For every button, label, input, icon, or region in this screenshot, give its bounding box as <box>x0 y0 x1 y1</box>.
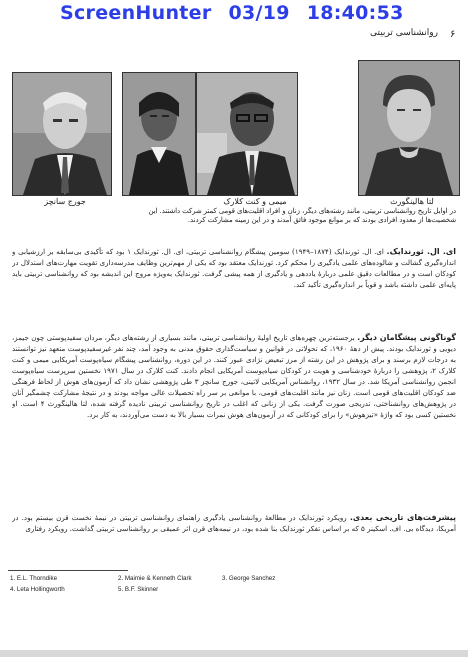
screenhunter-watermark <box>60 2 404 30</box>
footnote-4: 4. Leta Hollingworth <box>10 586 65 593</box>
watermark-date: 03/19 <box>228 2 290 24</box>
photo-kenneth-clark <box>196 72 298 196</box>
photo-george-sanchez <box>12 72 112 196</box>
photo-caption-clark: میمی و کنت کلارک <box>223 197 287 206</box>
section-heading: ای. ال. ثورندایک. <box>386 247 456 256</box>
photo-leta-hollingworth <box>358 60 460 196</box>
photo-caption-hollingworth: لتا هالینگورث <box>390 197 434 206</box>
watermark-app-name: ScreenHunter <box>60 2 212 24</box>
photo-caption-sanchez: جورج سانچز <box>44 197 86 206</box>
section-thorndike <box>12 246 456 328</box>
watermark-time: 18:40:53 <box>306 2 404 24</box>
footnote-3: 3. George Sanchez <box>222 575 276 582</box>
section-heading: پیشرفت‌های تاریخی بعدی. <box>349 513 456 522</box>
section-later-developments <box>12 512 456 556</box>
section-diversity <box>12 332 456 508</box>
section-heading: گوناگونی پیشگامان دیگر. <box>357 333 456 342</box>
footnote-1: 1. E.L. Thorndike <box>10 575 58 582</box>
scan-bottom-edge <box>0 650 468 657</box>
page-number: ۶ <box>450 29 456 40</box>
photo-mamie-clark <box>122 72 196 196</box>
footnote-5: 5. B.F. Skinner <box>118 586 159 593</box>
section-body: ای. ال. ثورندایک (۱۸۷۴–۱۹۴۹) سومین پیشگام روانشناسی تربیتی، ای. ال. ثورندایک ۱ بود که تأکیدی بی‌سابقه بر ارزشیابی و اندازه‌گیری گشالت و شالوده‌های علمی یادگیری را محکم کرد. ثورندایک معتقد بود که یکی از مهم‌ترین وظایف مدرسه‌داری تقویت مهارت‌های استدلال در کودکان است و در مطالعات دقیق علمی دربارهٔ یاددهی و یادگیری از همه پیشی گرفت. ثورندایک به‌ویژه مروج این اندیشه بود که روانشناسی تربیتی باید پایه‌ای علمی داشته باشد و قویاً بر اندازه‌گیری تأکید کند. <box>12 247 456 289</box>
running-head: روانشناسی تربیتی <box>370 28 438 38</box>
photo-caption-text: در اوایل تاریخ روانشناسی تربیتی، مانند رشته‌های دیگر، زنان و افراد اقلیت‌های قومی کمتر شرکت داشتند. این شخصیت‌ها از معدود افرادی بودند که بر موانع موجود فائق آمدند و در این زمینه مشارکت کردند. <box>148 207 456 224</box>
section-body: رویکرد ثورندایک در مطالعهٔ روانشناسی یادگیری راهنمای روانشناسی تربیتی در نیمهٔ نخست قرن بیستم بود. در آمریکا، دیدگاه بی. اف. اسکینر ۵ که بر اساس تفکر ثورندایک بنا شده بود، در نیمه‌های قرن اثر عمیقی بر روانشناسی تربیتی گذاشت. رویکرد رفتاری <box>12 513 456 533</box>
section-body: برجسته‌ترین چهره‌های تاریخ اولیهٔ روانشناسی تربیتی، مانند بسیاری از رشته‌های دیگر، مردان سفیدپوستی چون جیمز، دیویی و ثورندایک بودند. پیش از دههٔ ۱۹۶۰، که تحولاتی در قوانین و سیاست‌گذاری حقوق مدنی به وجود آمد، چند نفر غیرسفیدپوست متعهد نیز توانستند به درجات لازم برسند و برای پژوهش در این رشته از مرز تبعیض نژادی عبور کنند. در این دوره، روانشناسی پیشگام سیاه‌پوست آمریکایی میمی و کنت کلارک ۲، پژوهشی را دربارهٔ خودشناسی و هویت در کودکان سیاه‌پوست آمریکایی انجام دادند. کنت کلارک در سال ۱۹۷۱ نخستین سرپرست سیاه‌پوست انجمن روانشناسی آمریکا شد. در سال ۱۹۳۲، روانشناس آمریکایی لاتینی، جورج سانچز ۳ طی پژوهشی نشان داد که آزمون‌های هوش از لحاظ فرهنگی ضد کودکان اقلیت‌های قومی است. زنان نیز مانند اقلیت‌های قومی، با موانعی بر سر راه تحصیلات عالی مواجه بودند و در نتیجهٔ مشارکت چشمگیر آنان در پژوهش‌های روانشناختی، تدریجی صورت گرفت. یکی از زنانی که اغلب در تاریخ روانشناسی تربیتی نادیده گرفته شده، لتا هالینگورث ۴ است. او نخستین کسی بود که واژهٔ «تیزهوش» را برای کودکانی که در آزمون‌های هوش نمرات بسیار بالا به دست می‌آوردند، به کار برد. <box>12 333 456 419</box>
footnote-2: 2. Maimie & Kenneth Clark <box>118 575 192 582</box>
footnote-rule <box>8 570 128 571</box>
